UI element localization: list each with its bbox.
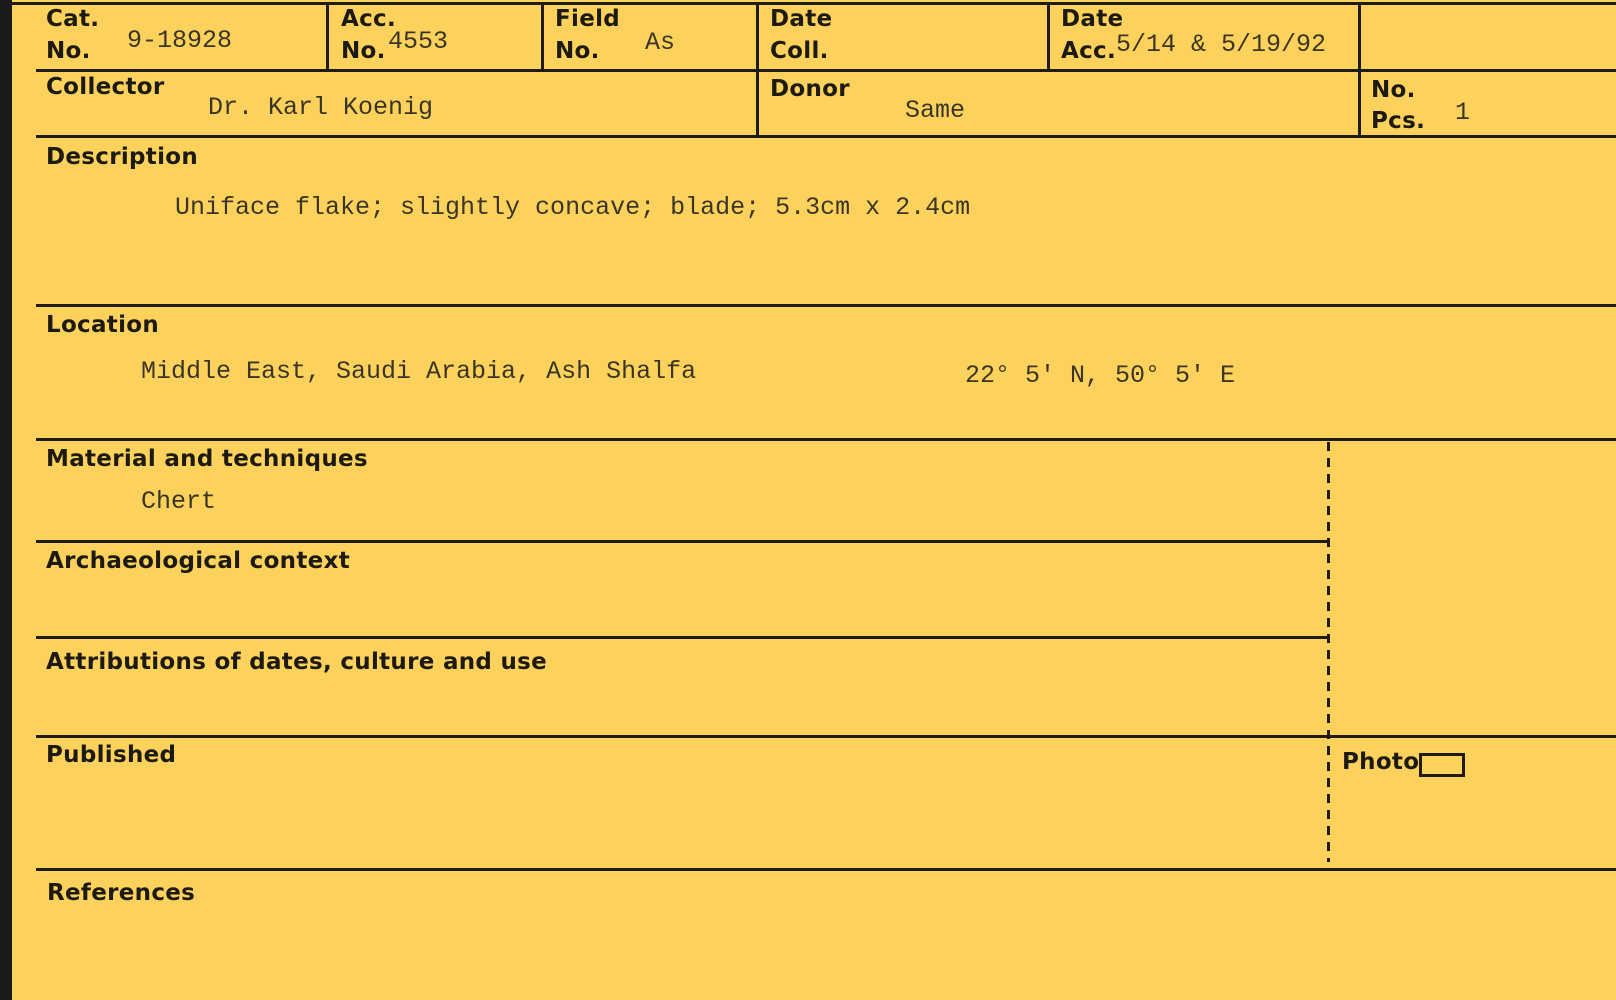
cat-no-label-1: Cat. <box>46 6 100 32</box>
rule-material-bottom <box>36 540 1328 543</box>
description-text: Uniface flake; slightly concave; blade; 5.3cm x 2.4cm <box>175 193 971 222</box>
location-place: Middle East, Saudi Arabia, Ash Shalfa <box>141 357 697 386</box>
divider-datecoll-dateacc <box>1047 2 1050 70</box>
divider-dateacc-end <box>1358 2 1361 70</box>
references-label: References <box>47 880 196 906</box>
divider-acc-field <box>541 2 544 70</box>
pcs-label-2: Pcs. <box>1371 108 1426 134</box>
acc-no-value: 4553 <box>388 27 449 56</box>
photo-label: Photo <box>1342 749 1420 775</box>
photo-checkbox <box>1419 753 1465 777</box>
location-coords: 22° 5' N, 50° 5' E <box>965 361 1236 390</box>
location-label: Location <box>46 312 160 338</box>
attributions-label: Attributions of dates, culture and use <box>46 649 548 675</box>
date-acc-value: 5/14 & 5/19/92 <box>1116 30 1327 59</box>
rule-attributions-bottom <box>36 735 1616 738</box>
material-text: Chert <box>141 487 217 516</box>
field-no-label-2: No. <box>555 38 600 64</box>
date-coll-label-2: Coll. <box>770 38 829 64</box>
rule-description-bottom <box>36 304 1616 307</box>
catalog-card <box>12 0 1616 1000</box>
donor-value: Same <box>905 96 966 125</box>
date-coll-label-1: Date <box>770 6 833 32</box>
rule-context-bottom <box>36 636 1328 639</box>
acc-no-label-1: Acc. <box>341 6 397 32</box>
acc-no-label-2: No. <box>341 38 386 64</box>
pcs-label-1: No. <box>1371 77 1416 103</box>
cat-no-value: 9-18928 <box>127 26 233 55</box>
material-label: Material and techniques <box>46 446 368 472</box>
divider-photo-column <box>1327 442 1330 862</box>
field-no-label-1: Field <box>555 6 621 32</box>
rule-header-top <box>12 2 1616 5</box>
field-no-value: As <box>645 28 676 57</box>
cat-no-label-2: No. <box>46 38 91 64</box>
divider-donor-pcs <box>1358 69 1361 137</box>
date-acc-label-1: Date <box>1061 6 1124 32</box>
collector-value: Dr. Karl Koenig <box>208 93 434 122</box>
divider-collector-donor <box>756 69 759 137</box>
rule-collector-bottom <box>36 135 1616 138</box>
rule-header-bottom <box>36 69 1616 72</box>
donor-label: Donor <box>770 76 850 102</box>
context-label: Archaeological context <box>46 548 350 574</box>
collector-label: Collector <box>46 74 165 100</box>
rule-published-bottom <box>36 868 1616 871</box>
rule-location-bottom <box>36 438 1616 441</box>
published-label: Published <box>46 742 177 768</box>
divider-cat-acc <box>326 2 329 70</box>
date-acc-label-2: Acc. <box>1061 38 1117 64</box>
description-label: Description <box>46 144 199 170</box>
pcs-value: 1 <box>1455 98 1471 127</box>
divider-field-datecoll <box>756 2 759 70</box>
